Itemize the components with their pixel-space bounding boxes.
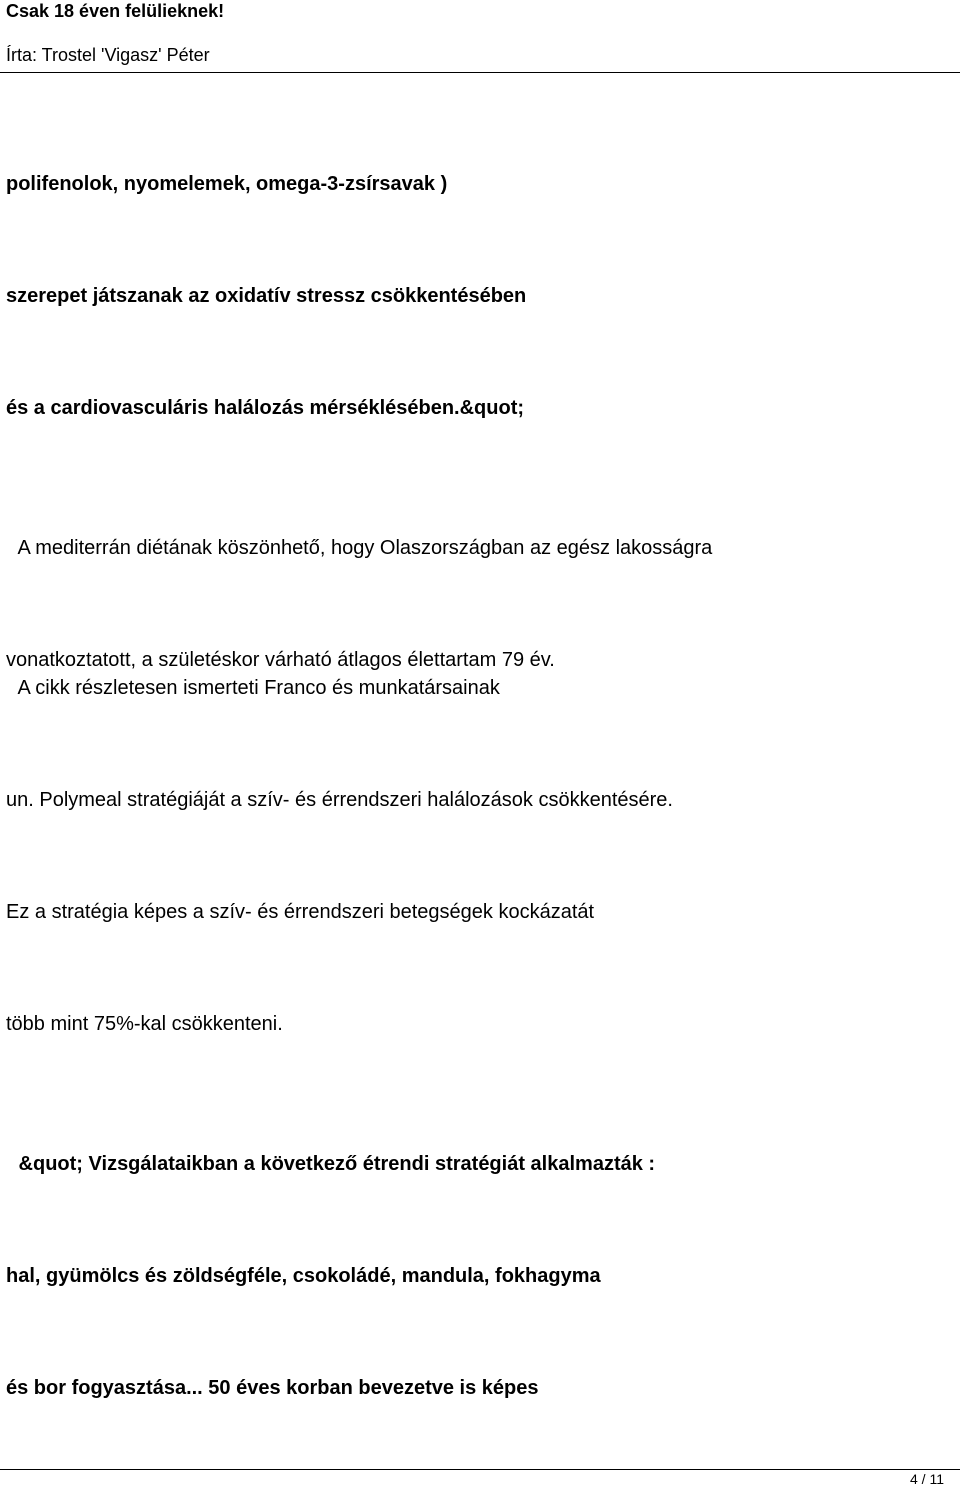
document-title: Csak 18 éven felülieknek! bbox=[6, 1, 225, 21]
paragraph-line: Ez a stratégia képes a szív- és érrendszeri betegségek kockázatát bbox=[6, 901, 595, 923]
footer-divider bbox=[0, 1469, 960, 1470]
paragraph-line: un. Polymeal stratégiáját a szív- és érrendszeri halálozások csökkentésére. bbox=[6, 789, 673, 811]
paragraph-line: hal, gyümölcs és zöldségféle, csokoládé, mandula, fokhagyma bbox=[6, 1265, 601, 1287]
paragraph-line: polifenolok, nyomelemek, omega-3-zsírsavak ) bbox=[6, 173, 448, 195]
paragraph-line: és a cardiovasculáris halálozás mérséklésében.&quot; bbox=[6, 397, 525, 419]
page-number: 4 / 11 bbox=[910, 1471, 944, 1487]
document-author: Írta: Trostel 'Vigasz' Péter bbox=[6, 45, 210, 65]
paragraph-line: &quot; Vizsgálataikban a következő étrendi stratégiát alkalmazták : bbox=[13, 1153, 656, 1175]
header-divider bbox=[0, 72, 960, 73]
paragraph-line: és bor fogyasztása... 50 éves korban bevezetve is képes bbox=[6, 1377, 539, 1399]
paragraph-line: A cikk részletesen ismerteti Franco és munkatársainak bbox=[13, 677, 500, 699]
paragraph-line: A mediterrán diétának köszönhető, hogy Olaszországban az egész lakosságra bbox=[13, 537, 713, 559]
paragraph-line: szerepet játszanak az oxidatív stressz csökkentésében bbox=[6, 285, 527, 307]
paragraph-line: több mint 75%-kal csökkenteni. bbox=[6, 1013, 283, 1035]
paragraph-line: vonatkoztatott, a születéskor várható átlagos élettartam 79 év. bbox=[6, 649, 555, 671]
